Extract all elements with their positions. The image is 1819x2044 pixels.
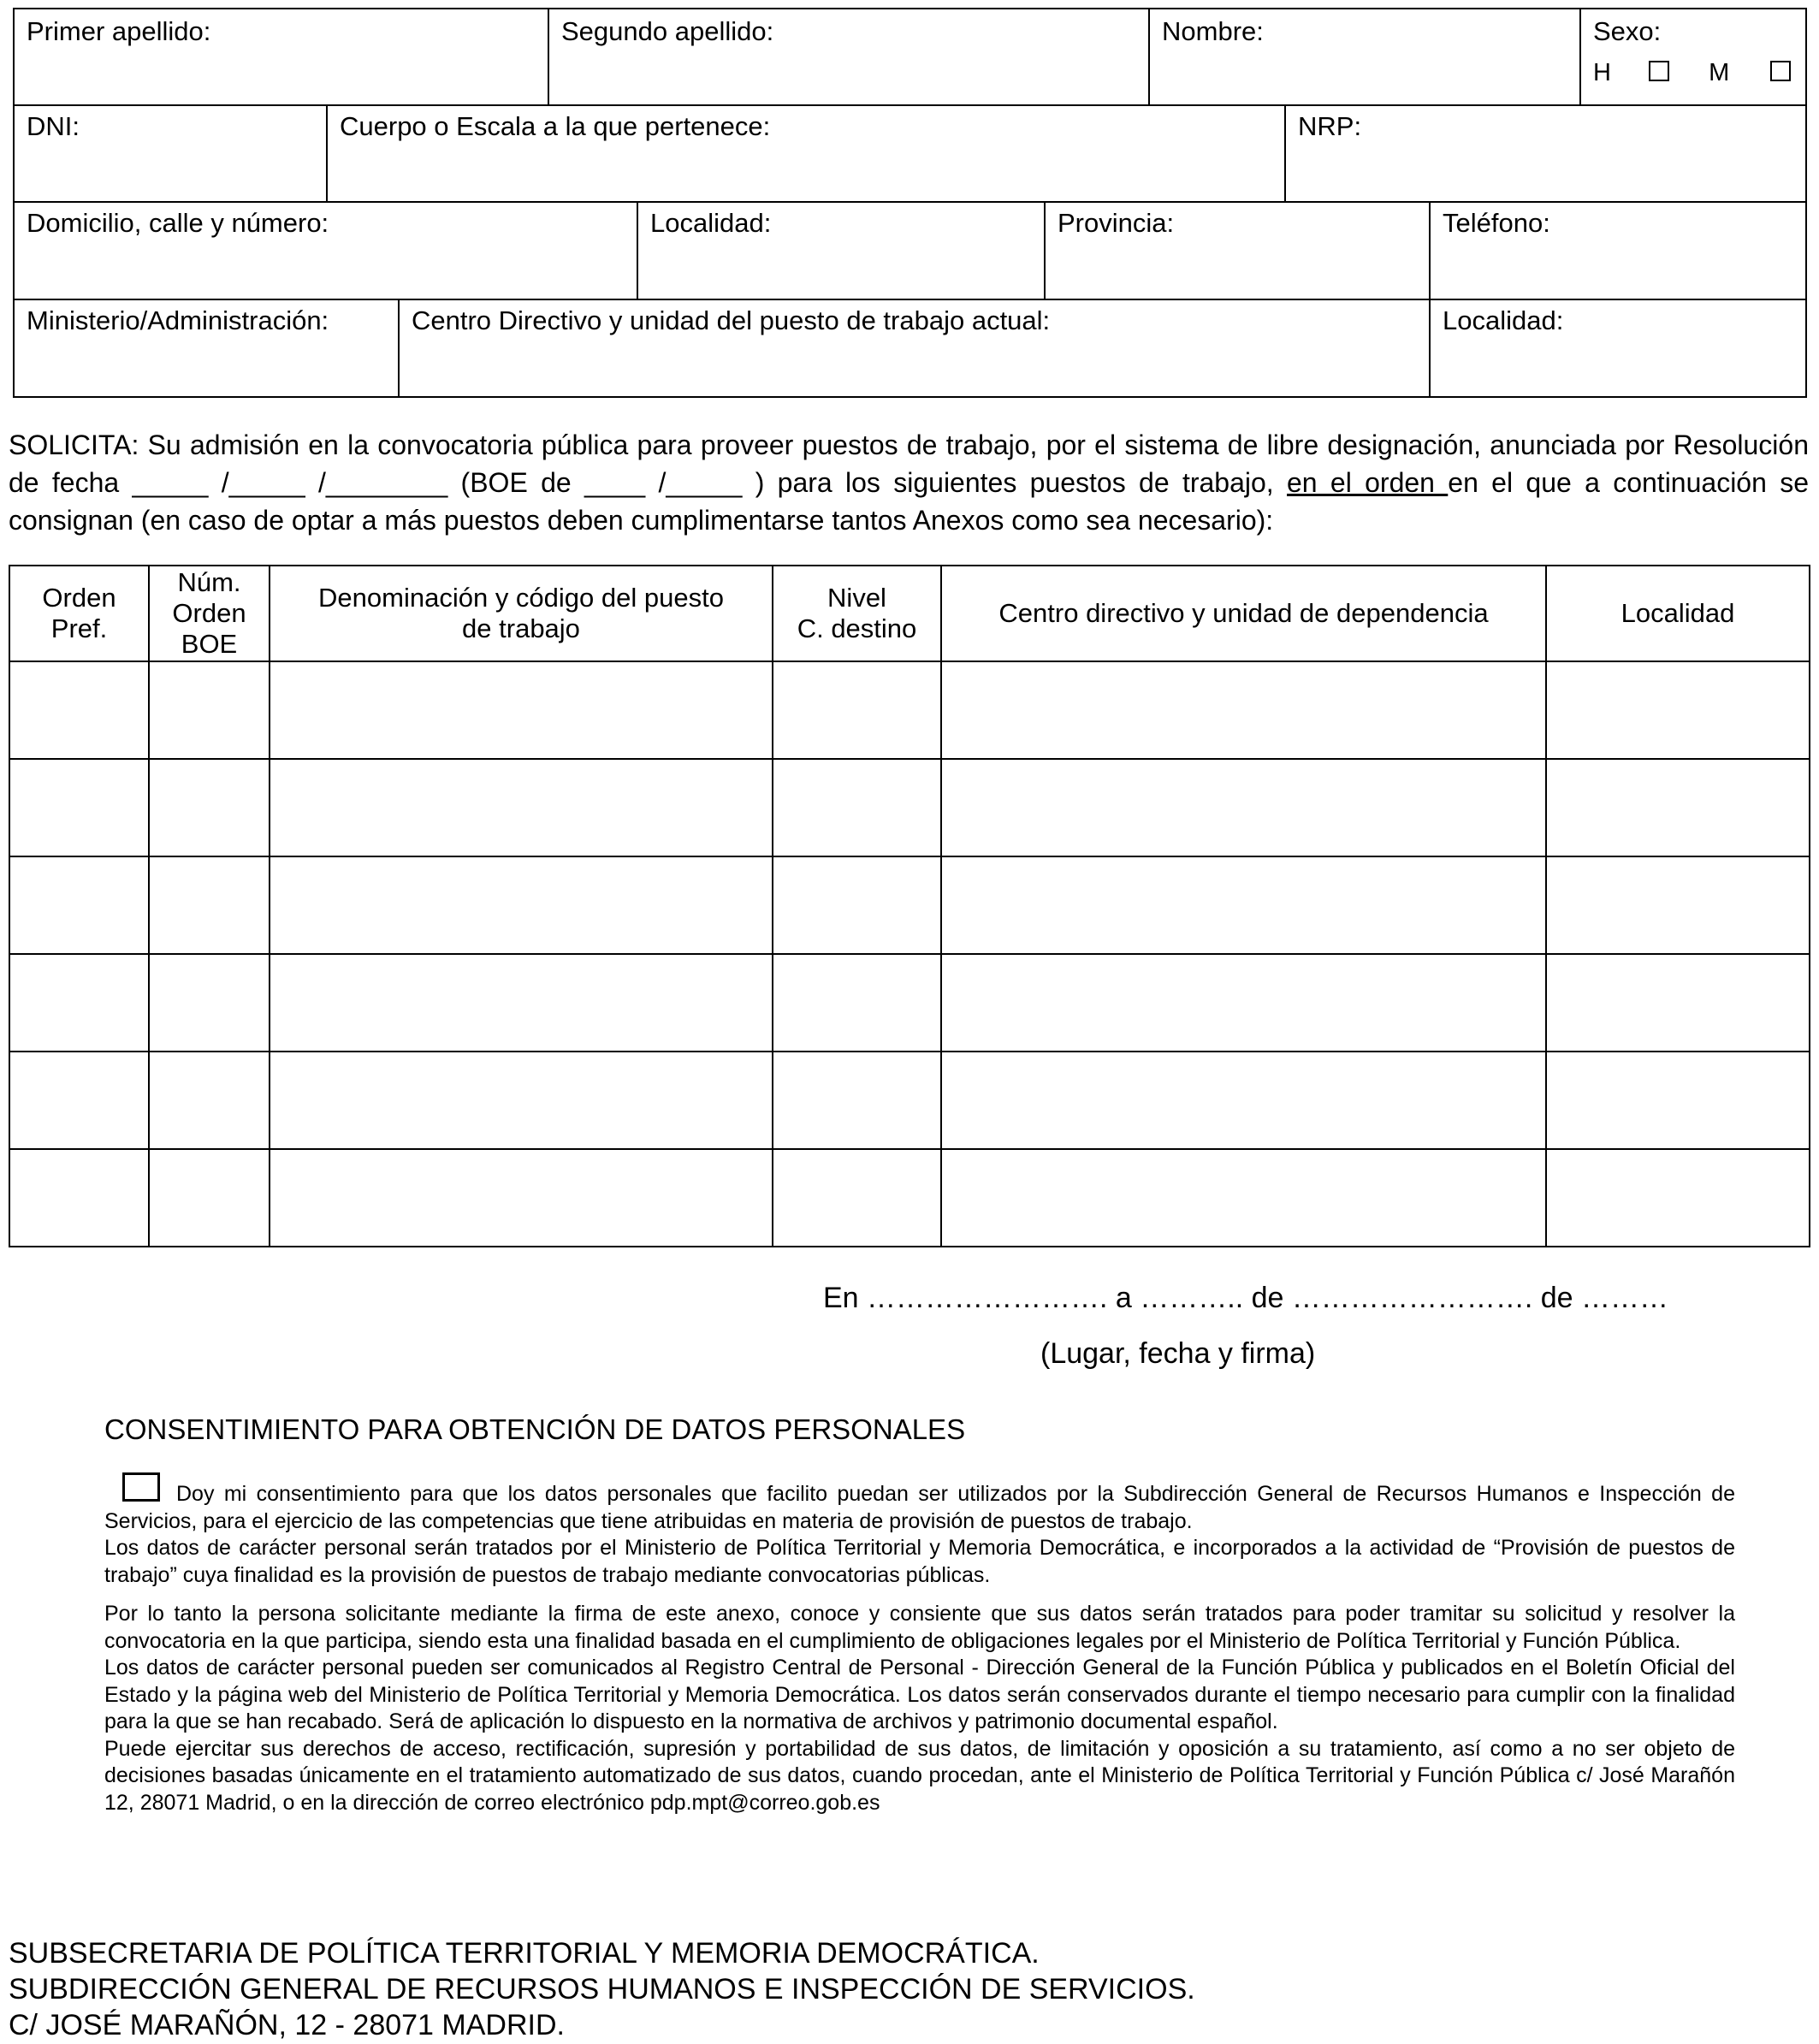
table-cell-input[interactable] — [941, 954, 1546, 1052]
label-domicilio: Domicilio, calle y número: — [27, 208, 329, 238]
consent-paragraph-2: Los datos de carácter personal serán tratados por el Ministerio de Política Territorial y Memoria Democrática, e incorporados a la actividad de “Provisión de puestos de trabajo” cuya finalidad es la provisión de puestos de trabajo mediante convocatorias públicas. — [104, 1536, 1735, 1587]
table-cell-input[interactable] — [1546, 856, 1810, 954]
table-row — [9, 954, 1810, 1052]
table-row — [9, 856, 1810, 954]
table-cell-input[interactable] — [1546, 1149, 1810, 1247]
header-localidad: Localidad — [1546, 566, 1810, 661]
footer-line-2: SUBDIRECCIÓN GENERAL DE RECURSOS HUMANOS E INSPECCIÓN DE SERVICIOS. — [9, 1973, 1195, 2005]
label-telefono: Teléfono: — [1443, 208, 1550, 238]
label-localidad-actual: Localidad: — [1443, 305, 1564, 335]
personal-row-1 — [13, 8, 1807, 106]
personal-row-2 — [13, 104, 1807, 203]
solicita-text-2: en el que a continuación se consignan (en caso de optar a más puestos deben cumplimentarse tantos Anexos como sea necesario): — [9, 467, 1810, 536]
label-segundo-apellido: Segundo apellido: — [561, 16, 774, 46]
table-cell-input[interactable] — [9, 1052, 149, 1149]
table-cell-input[interactable] — [941, 759, 1546, 856]
table-cell-input[interactable] — [149, 954, 270, 1052]
field-centro-directivo-actual[interactable] — [400, 299, 1431, 396]
table-cell-input[interactable] — [1546, 759, 1810, 856]
table-cell-input[interactable] — [941, 661, 1546, 759]
table-cell-input[interactable] — [773, 661, 941, 759]
solicita-underlined: en el orden — [1287, 467, 1449, 498]
table-cell-input[interactable] — [941, 1052, 1546, 1149]
sexo-options — [1593, 59, 1791, 87]
table-cell-input[interactable] — [270, 1052, 773, 1149]
sexo-m-label: M — [1709, 59, 1730, 86]
table-cell-input[interactable] — [9, 954, 149, 1052]
table-cell-input[interactable] — [1546, 1052, 1810, 1149]
positions-table-header — [9, 566, 1810, 661]
table-cell-input[interactable] — [941, 856, 1546, 954]
footer-line-1: SUBSECRETARIA DE POLÍTICA TERRITORIAL Y MEMORIA DEMOCRÁTICA. — [9, 1937, 1040, 1970]
label-centro-directivo-actual: Centro Directivo y unidad del puesto de trabajo actual: — [412, 305, 1051, 335]
field-domicilio[interactable] — [15, 201, 638, 299]
table-cell-input[interactable] — [773, 856, 941, 954]
table-cell-input[interactable] — [270, 856, 773, 954]
table-cell-input[interactable] — [773, 759, 941, 856]
table-cell-input[interactable] — [270, 1149, 773, 1247]
consent-paragraph-5: Puede ejercitar sus derechos de acceso, rectificación, supresión y portabilidad de sus datos, de limitación y oposición a su tratamiento, así como a no ser objeto de decisiones basadas únicamente en el tratamiento automatizado de sus datos, cuando procedan, ante el Ministerio de Política Territorial y Función Pública c/ José Marañón 12, 28071 Madrid, o en la dirección de correo electrónico pdp.mpt@correo.gob.es — [104, 1736, 1735, 1815]
consent-paragraph-4: Los datos de carácter personal pueden ser comunicados al Registro Central de Personal - Dirección General de la Función Pública y publicados en el Boletín Oficial del Estado y la página web del Ministerio de Política Territorial y Memoria Democrática. Los datos serán conservados durante el tiempo necesario para cumplir con la finalidad para la que se han recabado. Será de aplicación lo dispuesto en la normativa de archivos y patrimonio documental español. — [104, 1656, 1735, 1733]
table-cell-input[interactable] — [149, 759, 270, 856]
lugar-fecha-line: En ……………………. a ……….. de ……………………. de ……… — [823, 1282, 1669, 1314]
positions-table-body — [9, 661, 1810, 1247]
table-cell-input[interactable] — [1546, 661, 1810, 759]
header-orden-pref: Orden Pref. — [9, 566, 149, 661]
label-dni: DNI: — [27, 111, 80, 141]
consent-paragraph-1: Doy mi consentimiento para que los datos personales que facilito puedan ser utilizados por la Subdirección General de Recursos Humanos e Inspección de Servicios, para el ejercicio de las competencias que tiene atribuidas en materia de provisión de puestos de trabajo. — [104, 1482, 1735, 1533]
table-cell-input[interactable] — [773, 1052, 941, 1149]
table-cell-input[interactable] — [149, 661, 270, 759]
table-cell-input[interactable] — [270, 954, 773, 1052]
table-cell-input[interactable] — [9, 661, 149, 759]
header-denominacion: Denominación y código del puesto de trabajo — [270, 566, 773, 661]
personal-row-3 — [13, 201, 1807, 300]
table-cell-input[interactable] — [9, 759, 149, 856]
label-provincia: Provincia: — [1058, 208, 1175, 238]
table-cell-input[interactable] — [270, 661, 773, 759]
field-segundo-apellido[interactable] — [549, 9, 1150, 104]
table-cell-input[interactable] — [941, 1149, 1546, 1247]
footer-address — [9, 1935, 1195, 2043]
footer-line-3: C/ JOSÉ MARAÑÓN, 12 - 28071 MADRID. — [9, 2009, 565, 2041]
field-primer-apellido[interactable] — [15, 9, 549, 104]
field-nombre[interactable] — [1150, 9, 1581, 104]
table-cell-input[interactable] — [149, 1149, 270, 1247]
table-row — [9, 1149, 1810, 1247]
solicita-paragraph — [9, 426, 1809, 539]
table-cell-input[interactable] — [149, 856, 270, 954]
table-cell-input[interactable] — [149, 1052, 270, 1149]
field-nrp[interactable] — [1286, 104, 1805, 201]
personal-row-4 — [13, 299, 1807, 398]
consent-body — [104, 1481, 1735, 1816]
label-cuerpo-escala: Cuerpo o Escala a la que pertenece: — [340, 111, 771, 141]
solicita-text-1: SOLICITA: Su admisión en la convocatoria pública para proveer puestos de trabajo, por el sistema de libre designación, anunciada por Resolución de fecha _____ /_____ /________ (BOE de ____ /_____ ) para los siguientes puestos de trabajo, — [9, 430, 1809, 498]
sexo-h-checkbox[interactable] — [1649, 61, 1669, 81]
field-ministerio[interactable] — [15, 299, 400, 396]
sexo-h-label: H — [1593, 59, 1611, 86]
sexo-m-checkbox[interactable] — [1770, 61, 1791, 81]
table-cell-input[interactable] — [9, 856, 149, 954]
table-cell-input[interactable] — [270, 759, 773, 856]
field-cuerpo-escala[interactable] — [328, 104, 1286, 201]
header-centro-directivo: Centro directivo y unidad de dependencia — [941, 566, 1546, 661]
field-dni[interactable] — [15, 104, 328, 201]
table-row — [9, 759, 1810, 856]
table-cell-input[interactable] — [9, 1149, 149, 1247]
label-nombre: Nombre: — [1162, 16, 1264, 46]
lugar-fecha-firma-hint: (Lugar, fecha y firma) — [1040, 1337, 1316, 1370]
table-cell-input[interactable] — [773, 1149, 941, 1247]
header-nivel: Nivel C. destino — [773, 566, 941, 661]
consent-paragraph-3: Por lo tanto la persona solicitante mediante la firma de este anexo, conoce y consiente que sus datos serán tratados para poder tramitar su solicitud y resolver la convocatoria en la que participa, siendo esta una finalidad basada en el cumplimiento de obligaciones legales por el Ministerio de Política Territorial y Función Pública. — [104, 1602, 1735, 1653]
label-localidad-domicilio: Localidad: — [650, 208, 772, 238]
label-ministerio: Ministerio/Administración: — [27, 305, 329, 335]
field-sexo — [1581, 9, 1805, 104]
label-nrp: NRP: — [1298, 111, 1362, 141]
header-num-orden-boe: Núm. Orden BOE — [149, 566, 270, 661]
field-localidad-actual[interactable] — [1431, 299, 1805, 396]
field-localidad-domicilio[interactable] — [638, 201, 1046, 299]
consent-title: CONSENTIMIENTO PARA OBTENCIÓN DE DATOS PERSONALES — [104, 1413, 966, 1445]
label-sexo: Sexo: — [1593, 16, 1662, 46]
label-primer-apellido: Primer apellido: — [27, 16, 211, 46]
table-row — [9, 661, 1810, 759]
table-cell-input[interactable] — [773, 954, 941, 1052]
table-cell-input[interactable] — [1546, 954, 1810, 1052]
positions-table — [9, 565, 1810, 1247]
field-provincia[interactable] — [1046, 201, 1431, 299]
table-row — [9, 1052, 1810, 1149]
field-telefono[interactable] — [1431, 201, 1805, 299]
